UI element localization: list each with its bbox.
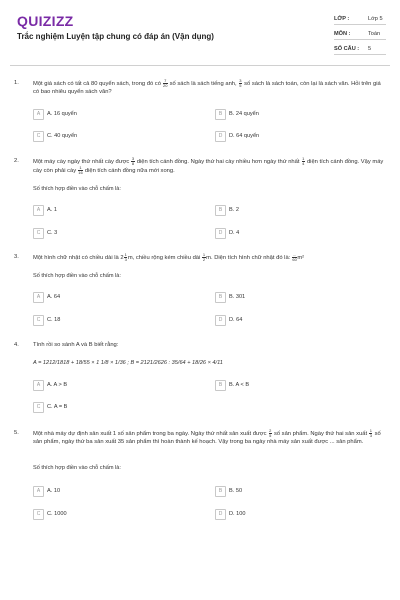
option-letter-box: C	[33, 315, 44, 326]
question-subprompt: Số thích hợp điền vào chỗ chấm là:	[33, 465, 121, 471]
text-part: Một hình chữ nhật có chiều dài là 2	[33, 255, 124, 262]
option-text: C. 18	[47, 317, 61, 323]
text-part: m, chiều rộng kém chiều dài	[127, 255, 202, 262]
question-text	[33, 253, 385, 262]
option-letter-box: B	[215, 380, 226, 391]
text-part: Tính rồi so sánh A và B biết rằng:	[33, 342, 119, 348]
question-text	[33, 157, 385, 175]
fraction	[369, 429, 372, 438]
meta-count-value: 5	[368, 46, 372, 52]
option-text: A. 64	[47, 294, 61, 300]
denominator: 5	[239, 83, 242, 88]
question-number: 4.	[14, 342, 19, 348]
option-letter-box: D	[215, 315, 226, 326]
option-text: A. 10	[47, 488, 61, 494]
option-letter-box: A	[33, 205, 44, 216]
question-number: 2.	[14, 158, 19, 164]
option-text: D. 100	[229, 511, 246, 517]
text-part: diện tích cánh đồng. Ngày thứ hai cày nhiều hơn ngày thứ nhất	[135, 159, 302, 166]
option-text: D. 64	[229, 317, 243, 323]
numerator: 1	[124, 252, 127, 257]
numerator: ...	[292, 252, 297, 257]
meta-count-label: SỐ CÂU :	[334, 46, 360, 52]
option-letter-box: A	[33, 292, 44, 303]
denominator: 16	[78, 170, 83, 176]
meta-class-value: Lớp 5	[368, 16, 383, 22]
numerator: 3	[131, 156, 135, 161]
question-number: 3.	[14, 254, 19, 260]
meta-subject	[334, 31, 384, 37]
text-part: diện tích cánh đồng nữa mới xong.	[83, 168, 175, 175]
meta-subject-value: Toán	[368, 31, 381, 37]
option-letter-box: A	[33, 486, 44, 497]
text-part: m. Diện tích hình chữ nhật đó là:	[206, 255, 292, 262]
header-divider	[10, 65, 390, 66]
option-letter-box: B	[215, 486, 226, 497]
text-part: số sản phẩm. Ngày thứ hai sản xuất	[272, 431, 369, 438]
fraction	[239, 79, 242, 88]
option-text: D. 4	[229, 230, 240, 236]
meta-divider	[334, 24, 386, 25]
text-part: Một máy cày ngày thứ nhất cày được	[33, 159, 131, 166]
option-text: C. A = B	[47, 404, 68, 410]
option-letter-box: A	[33, 109, 44, 120]
meta-divider	[334, 54, 386, 55]
option-letter-box: C	[33, 402, 44, 413]
denominator: 8	[131, 161, 135, 166]
question-number: 5.	[14, 430, 19, 436]
numerator: 1	[302, 156, 305, 161]
option-letter-box: B	[215, 292, 226, 303]
question-1	[14, 79, 386, 149]
text-part: số sản phẩm, ngày thứ ba sản xuất 35 sản phẩm thì hoàn thành kế hoạch. Vậy trong ba ngày nhà máy sản xuất được ... sản phẩm.	[33, 431, 381, 446]
option-letter-box: D	[215, 131, 226, 142]
meta-subject-label: MÔN :	[334, 31, 351, 37]
numerator: 3	[239, 78, 242, 83]
option-text: A. 16 quyển	[47, 111, 77, 117]
option-letter-box: C	[33, 228, 44, 239]
option-text: A. A > B	[47, 382, 68, 388]
meta-count	[334, 46, 384, 52]
option-text: D. 64 quyển	[229, 133, 260, 139]
option-text: B. 24 quyển	[229, 111, 259, 117]
denominator: 20	[163, 83, 168, 88]
numerator: 1	[79, 165, 82, 171]
text-part: diện tích cánh đồng. Vậy máy cày còn phải cày	[33, 159, 384, 175]
option-text: C. 40 quyển	[47, 133, 78, 139]
text-part: số sách là sách tiếng anh,	[168, 81, 239, 88]
meta-class-label: LỚP :	[334, 16, 350, 22]
denominator: 60	[292, 257, 297, 262]
denominator: 3	[369, 433, 372, 438]
question-subprompt: Số thích hợp điền vào chỗ chấm là:	[33, 273, 121, 279]
worksheet-title: Trắc nghiệm Luyện tập chung có đáp án (Vận dụng)	[17, 32, 214, 41]
fraction	[163, 79, 167, 88]
question-3	[14, 253, 386, 329]
question-4	[14, 341, 386, 417]
option-letter-box: D	[215, 228, 226, 239]
text-part: Một nhà máy dự định sản xuất 1 số sản phẩm trong ba ngày. Ngày thứ nhất sản xuất được	[33, 431, 269, 438]
option-text: B. 50	[229, 488, 243, 494]
option-text: B. A < B	[229, 382, 250, 388]
meta-class	[334, 16, 384, 22]
quizizz-logo: QUIZIZZ	[17, 13, 74, 29]
text-part: m²	[297, 255, 305, 262]
denominator: 2	[202, 257, 206, 262]
text-part: số sách là sách toán, còn lại là sách văn. Hỏi trên giá có bao nhiêu quyển sách văn?	[33, 81, 381, 96]
meta-divider	[334, 39, 386, 40]
question-text	[33, 79, 385, 96]
option-letter-box: B	[215, 205, 226, 216]
option-letter-box: C	[33, 131, 44, 142]
question-text	[33, 429, 385, 446]
question-subprompt: Số thích hợp điền vào chỗ chấm là:	[33, 186, 121, 192]
numerator: 7	[164, 78, 167, 83]
option-text: C. 1000	[47, 511, 67, 517]
denominator: 5	[269, 433, 272, 438]
numerator: 1	[202, 252, 206, 257]
option-text: B. 2	[229, 207, 239, 213]
option-text: A. 1	[47, 207, 57, 213]
numerator: 1	[369, 428, 372, 433]
option-letter-box: D	[215, 509, 226, 520]
question-text	[33, 341, 385, 349]
denominator: 3	[124, 257, 127, 262]
denominator: 4	[302, 161, 305, 166]
numerator: 2	[269, 428, 272, 433]
option-text: C. 3	[47, 230, 58, 236]
text-part: Một giá sách có tất cả 80 quyển sách, trong đó có	[33, 81, 163, 88]
option-letter-box: A	[33, 380, 44, 391]
comparison-formula: A = 1212/1818 + 18/55 × 1 1/8 × 1/36 ; B = 2121/2626 : 35/64 + 18/26 × 4/11	[33, 360, 223, 366]
question-number: 1.	[14, 80, 19, 86]
option-letter-box: C	[33, 509, 44, 520]
worksheet-header	[0, 0, 400, 62]
option-letter-box: B	[215, 109, 226, 120]
fraction	[124, 253, 127, 262]
option-text: B. 301	[229, 294, 246, 300]
question-5	[14, 429, 386, 529]
question-2	[14, 157, 386, 243]
